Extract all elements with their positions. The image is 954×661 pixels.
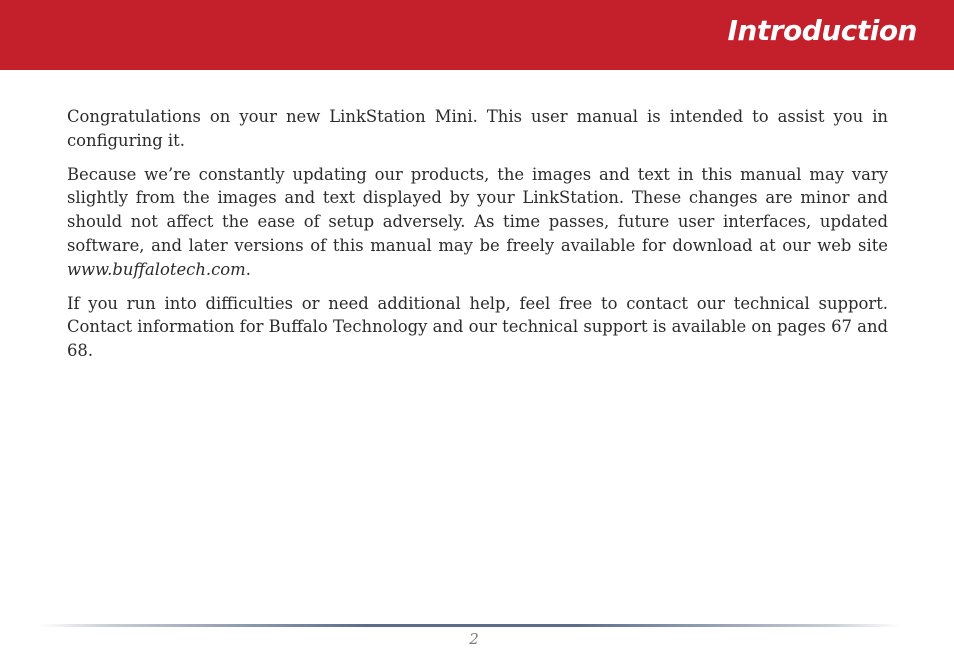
updates-paragraph bbox=[67, 163, 888, 282]
support-paragraph: If you run into difficulties or need additional help, feel free to contact our technical support. Contact information for Buffalo Technology and our technical support is available on pages 67 and 68. bbox=[67, 293, 888, 361]
updates-paragraph-text: Because we’re constantly updating our products, the images and text in this manual may vary slightly from the images and text displayed by your LinkStation. These changes are minor and should not affect the ease of setup adversely. As time passes, future user interfaces, updated software, and later versions of this manual may be freely available for download at our web site bbox=[67, 164, 888, 255]
body-text bbox=[67, 105, 888, 373]
header-bar bbox=[0, 0, 954, 70]
updates-paragraph-end: . bbox=[245, 259, 251, 279]
footer-divider bbox=[40, 624, 900, 627]
page-number bbox=[0, 630, 954, 648]
page-number-text: 2 bbox=[469, 630, 479, 648]
intro-paragraph: Congratulations on your new LinkStation Mini. This user manual is intended to assist you in configuring it. bbox=[67, 107, 888, 150]
page-title: Introduction bbox=[727, 14, 917, 47]
website-link[interactable]: www.buffalotech.com bbox=[67, 259, 246, 279]
